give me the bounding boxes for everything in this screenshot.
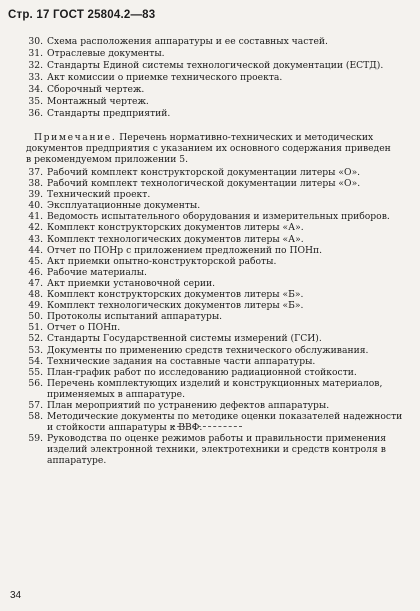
item-text: Стандарты Единой системы технологической документации (ЕСТД). bbox=[47, 60, 384, 71]
item-text: Рабочий комплект конструкторской документации литеры «О». bbox=[47, 167, 361, 178]
item-number: 42. bbox=[28, 222, 43, 234]
item-text: Отчет о ПОНп. bbox=[47, 322, 121, 334]
item-number: 33. bbox=[28, 72, 43, 83]
list-item bbox=[26, 36, 396, 48]
item-text: Схема расположения аппаратуры и ее составных частей. bbox=[47, 36, 328, 47]
list-item bbox=[26, 245, 408, 256]
list-item bbox=[26, 267, 408, 278]
item-number: 55. bbox=[28, 366, 43, 378]
item-number: 41. bbox=[28, 211, 43, 223]
item-text: Руководства по оценке режимов работы и правильности применения изделий электронной техники, электротехники и средств контроля в аппаратуре. bbox=[47, 433, 386, 467]
item-number: 48. bbox=[28, 289, 43, 301]
list-item bbox=[26, 189, 408, 200]
item-number: 36. bbox=[28, 108, 43, 119]
list-item bbox=[26, 289, 408, 300]
list-item bbox=[26, 367, 408, 378]
item-text: Стандарты Государственной системы измерений (ГСИ). bbox=[47, 333, 322, 345]
item-text: Протоколы испытаний аппаратуры. bbox=[47, 311, 223, 323]
item-number: 54. bbox=[28, 355, 43, 367]
list-item bbox=[26, 48, 396, 60]
note-lead: Примечание. bbox=[34, 132, 117, 143]
item-text: Монтажный чертеж. bbox=[47, 96, 149, 107]
item-number: 39. bbox=[28, 189, 43, 201]
list-item bbox=[26, 84, 396, 96]
item-number: 30. bbox=[28, 36, 43, 47]
list-item bbox=[26, 278, 408, 289]
item-number: 31. bbox=[28, 48, 43, 59]
item-text: Акт приемки опытно-конструкторской работы. bbox=[47, 255, 277, 267]
list-item bbox=[26, 311, 408, 322]
list-item bbox=[26, 222, 408, 233]
list-item bbox=[26, 378, 408, 400]
item-text: Методические документы по методике оценки показателей надежности и стойкости аппаратуры к ВВФ. bbox=[47, 411, 403, 434]
item-text: Сборочный чертеж. bbox=[47, 84, 145, 95]
item-text: Эксплуатационные документы. bbox=[47, 200, 201, 212]
separator-line bbox=[172, 426, 242, 427]
item-number: 47. bbox=[28, 277, 43, 289]
item-number: 32. bbox=[28, 60, 43, 71]
list-item bbox=[26, 234, 408, 245]
list-item bbox=[26, 433, 408, 466]
item-number: 57. bbox=[28, 399, 43, 411]
page-number: 34 bbox=[10, 590, 22, 601]
item-text: Комплект технологических документов литеры «Б». bbox=[47, 300, 304, 312]
list-item bbox=[26, 72, 396, 84]
item-number: 50. bbox=[28, 311, 43, 323]
item-text: План-график работ по исследованию радиационной стойкости. bbox=[47, 366, 357, 378]
item-text: Перечень комплектующих изделий и конструкционных материалов, применяемых в аппаратуре. bbox=[47, 377, 383, 400]
item-number: 37. bbox=[28, 167, 43, 178]
item-text: Стандарты предприятий. bbox=[47, 108, 171, 119]
item-text: План мероприятий по устранению дефектов аппаратуры. bbox=[47, 399, 330, 411]
item-text: Ведомость испытательного оборудования и измерительных приборов. bbox=[47, 211, 390, 223]
item-number: 45. bbox=[28, 255, 43, 267]
item-number: 44. bbox=[28, 244, 43, 256]
list-item bbox=[26, 333, 408, 344]
item-text: Документы по применению средств технического обслуживания. bbox=[47, 344, 369, 356]
list-item bbox=[26, 178, 408, 189]
item-number: 40. bbox=[28, 200, 43, 212]
item-text: Рабочие материалы. bbox=[47, 266, 147, 278]
list-item bbox=[26, 167, 408, 178]
list-item bbox=[26, 322, 408, 333]
item-number: 34. bbox=[28, 84, 43, 95]
item-text: Технические задания на составные части аппаратуры. bbox=[47, 355, 316, 367]
documents-list-bottom bbox=[26, 167, 408, 467]
item-text: Рабочий комплект технологической документации литеры «О». bbox=[47, 178, 361, 190]
list-item bbox=[26, 96, 396, 108]
page-header: Стр. 17 ГОСТ 25804.2—83 bbox=[8, 9, 156, 21]
item-text: Отраслевые документы. bbox=[47, 48, 165, 59]
list-item bbox=[26, 411, 408, 433]
list-item bbox=[26, 256, 408, 267]
item-text: Акт приемки установочной серии. bbox=[47, 277, 216, 289]
item-number: 58. bbox=[28, 411, 43, 423]
list-item bbox=[26, 400, 408, 411]
item-number: 53. bbox=[28, 344, 43, 356]
item-text: Комплект конструкторских документов литеры «А». bbox=[47, 222, 304, 234]
item-number: 56. bbox=[28, 377, 43, 389]
list-item bbox=[26, 356, 408, 367]
list-item bbox=[26, 200, 408, 211]
list-item bbox=[26, 300, 408, 311]
item-number: 38. bbox=[28, 178, 43, 190]
item-number: 43. bbox=[28, 233, 43, 245]
list-item bbox=[26, 345, 408, 356]
item-text: Акт комиссии о приемке технического проекта. bbox=[47, 72, 283, 83]
list-item bbox=[26, 108, 396, 120]
item-number: 49. bbox=[28, 300, 43, 312]
item-text: Комплект технологических документов литеры «А». bbox=[47, 233, 304, 245]
item-text: Комплект конструкторских документов литеры «Б». bbox=[47, 289, 304, 301]
list-item bbox=[26, 60, 396, 72]
note-text: Перечень нормативно-технических и методических документов предприятия с указанием их основного содержания приведен в рекомендуемом приложении 5. bbox=[26, 132, 391, 165]
note-paragraph bbox=[26, 132, 396, 165]
item-number: 52. bbox=[28, 333, 43, 345]
item-number: 51. bbox=[28, 322, 43, 334]
item-number: 59. bbox=[28, 433, 43, 445]
item-number: 35. bbox=[28, 96, 43, 107]
documents-list-top bbox=[26, 36, 396, 120]
item-text: Технический проект. bbox=[47, 189, 151, 201]
item-number: 46. bbox=[28, 266, 43, 278]
list-item bbox=[26, 211, 408, 222]
item-text: Отчет по ПОНр с приложением предложений по ПОНп. bbox=[47, 244, 323, 256]
